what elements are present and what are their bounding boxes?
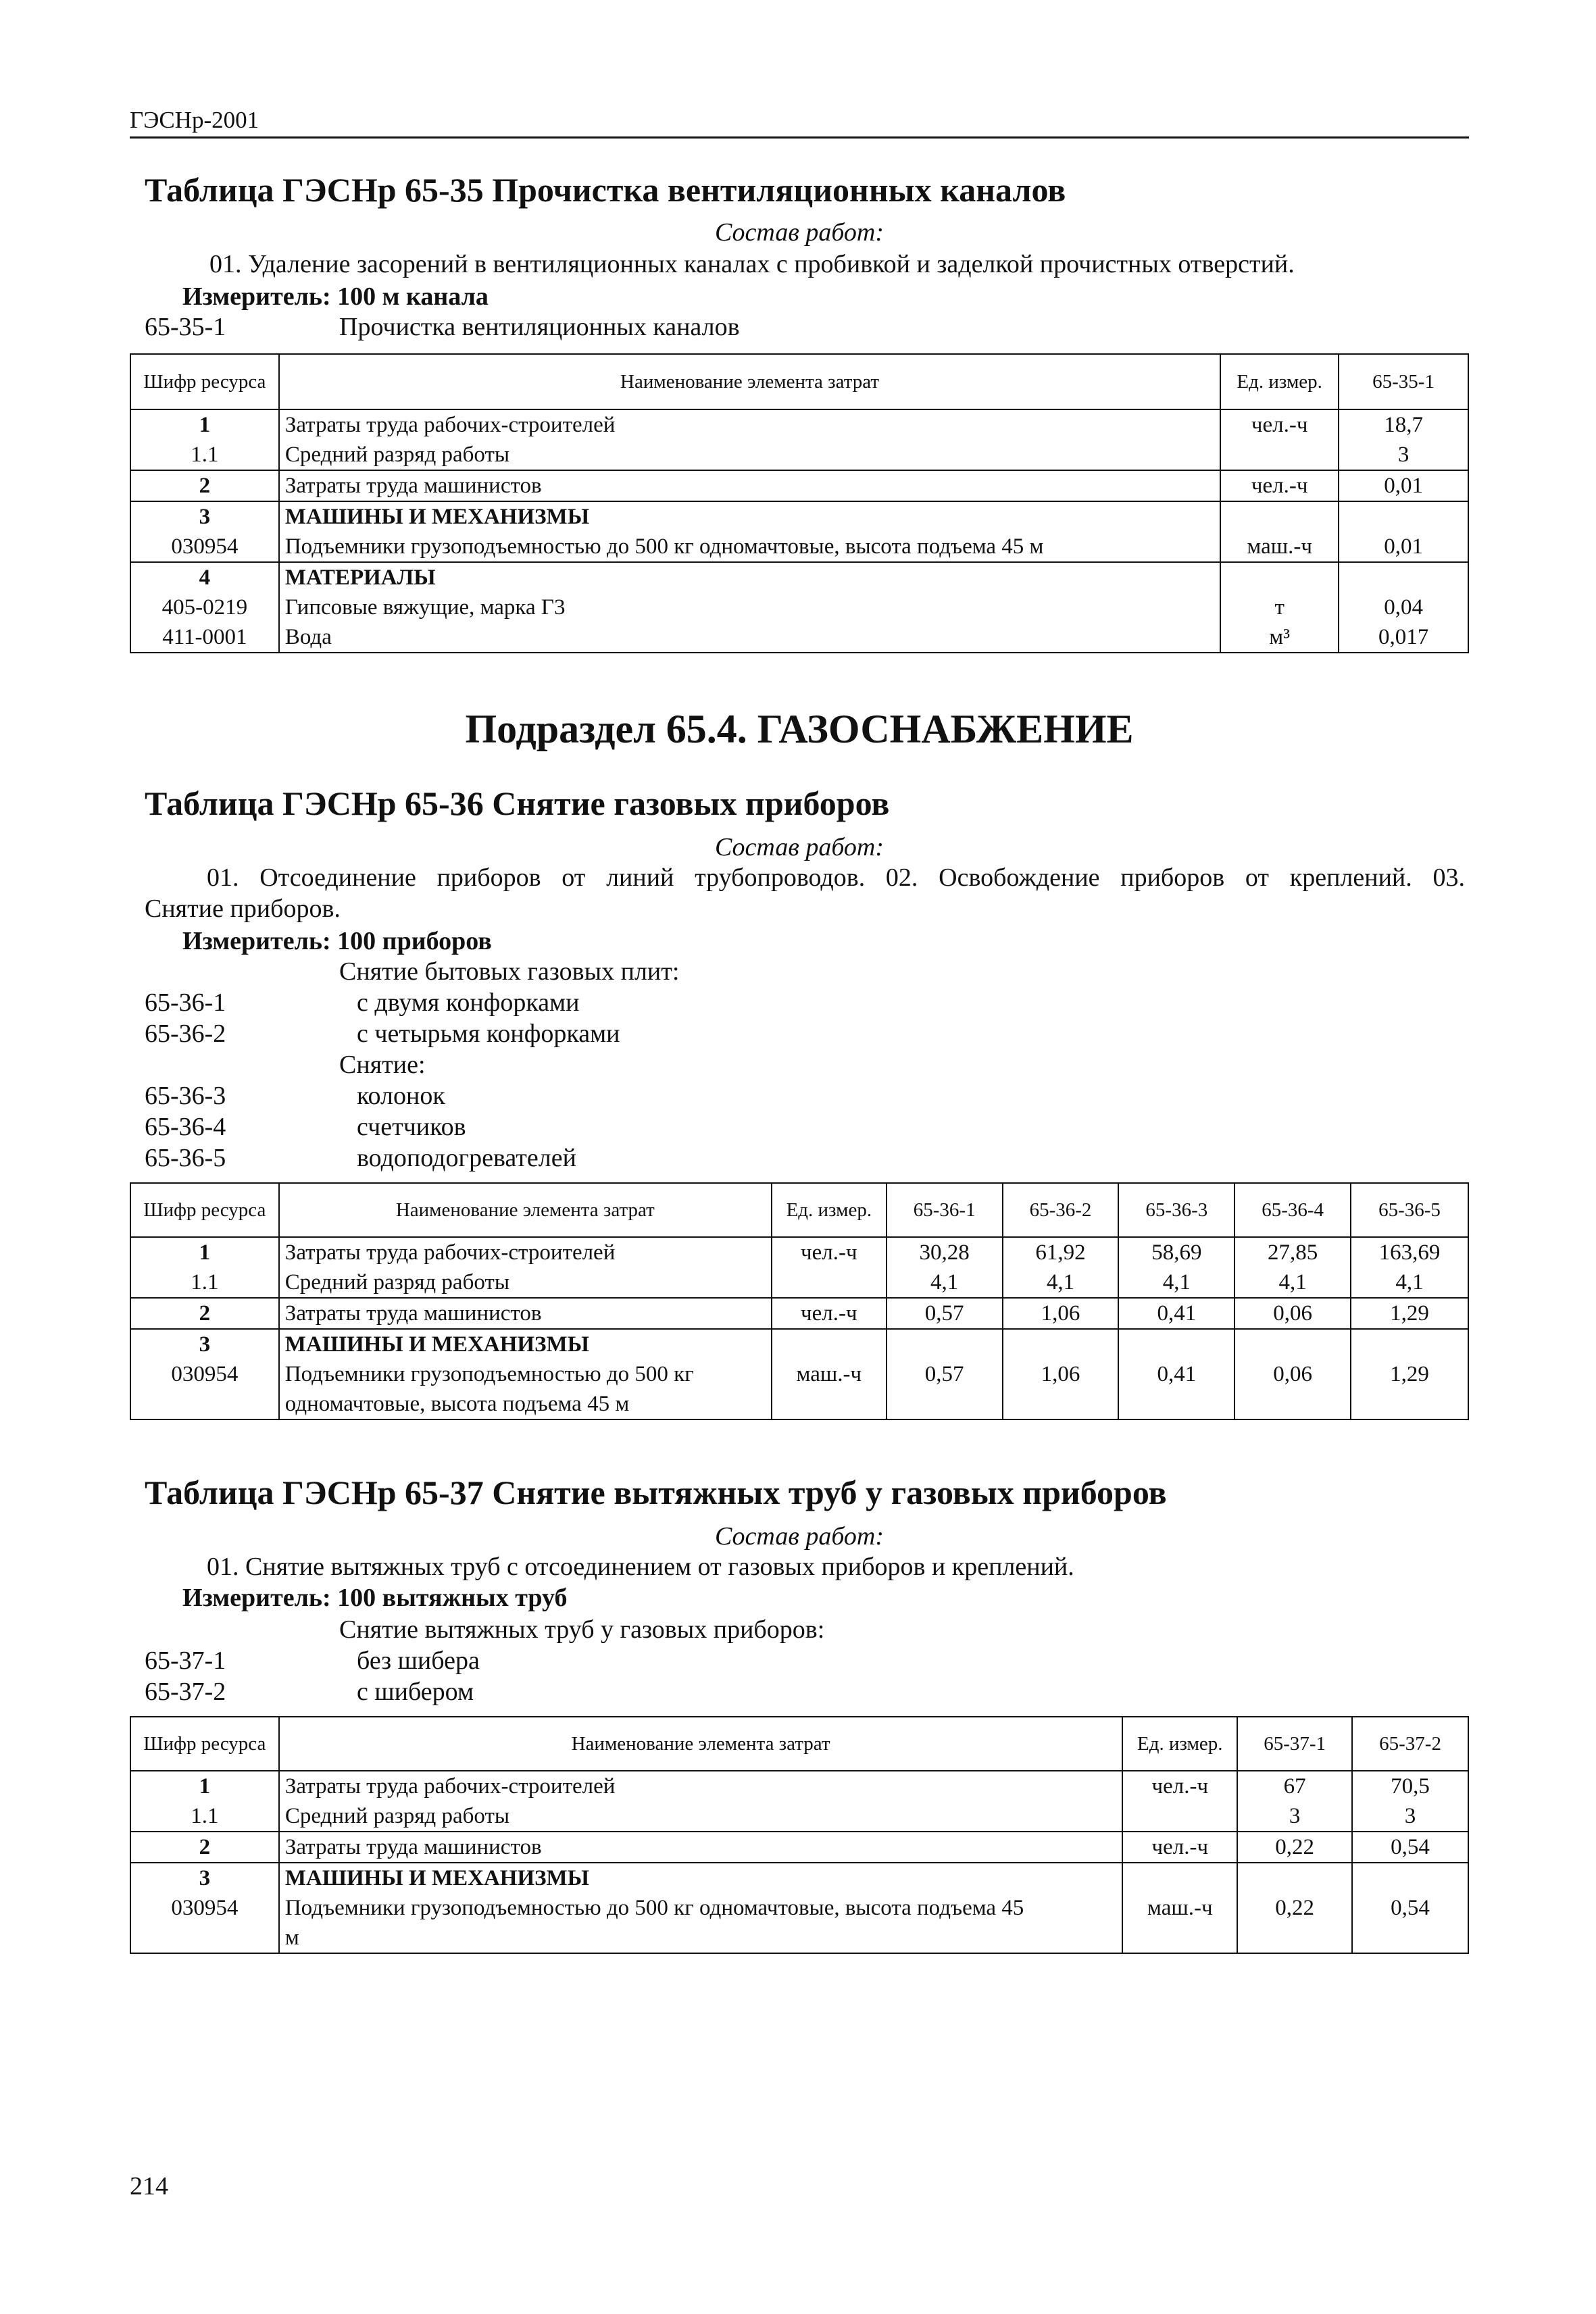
- row-name: м: [284, 1926, 299, 1950]
- row-code: 1.1: [191, 443, 219, 467]
- table-row: [130, 1329, 1468, 1419]
- col-header-name: Наименование элемента затрат: [279, 1717, 1123, 1771]
- row-unit: чел.-ч: [1251, 474, 1308, 498]
- table-65-36-title: Таблица ГЭСНр 65-36 Снятие газовых приборов: [145, 784, 890, 822]
- row-value: 4,1: [1278, 1270, 1307, 1294]
- row-value: 0,22: [1275, 1896, 1315, 1920]
- row-value: 67: [1283, 1774, 1306, 1799]
- row-name: Подъемники грузоподъемностью до 500 кг одномачтовые, высота подъема 45: [284, 1896, 1024, 1920]
- row-value: 0,017: [1378, 625, 1429, 649]
- row-value: 61,92: [1035, 1240, 1086, 1265]
- table-row: [130, 501, 1468, 562]
- t36-measure: Измеритель: 100 приборов: [182, 927, 492, 955]
- row-unit: маш.-ч: [796, 1362, 862, 1386]
- t36-item1-name: с двумя конфорками: [357, 988, 580, 1017]
- row-unit: чел.-ч: [801, 1301, 857, 1326]
- t37-item2-code: 65-37-2: [145, 1678, 226, 1706]
- col-header-name: Наименование элемента затрат: [279, 1183, 772, 1237]
- table-row: [130, 1832, 1468, 1863]
- col-header-65-37-1: 65-37-1: [1237, 1717, 1352, 1771]
- row-name: Затраты труда рабочих-строителей: [284, 413, 616, 437]
- t35-work: 01. Удаление засорений в вентиляционных каналах с пробивкой и заделкой прочистных отверстий.: [209, 250, 1295, 278]
- row-value: 0,57: [924, 1362, 964, 1386]
- t35-sostav: Состав работ:: [714, 218, 884, 247]
- row-unit: т: [1274, 595, 1285, 620]
- t36-item3-code: 65-36-3: [145, 1082, 226, 1110]
- t36-group2: Снятие:: [339, 1051, 426, 1079]
- row-code: 030954: [171, 534, 239, 559]
- table-row: [130, 1298, 1468, 1329]
- row-value: 0,22: [1275, 1835, 1315, 1859]
- col-header-65-36-4: 65-36-4: [1235, 1183, 1351, 1237]
- row-name: МАШИНЫ И МЕХАНИЗМЫ: [284, 505, 590, 529]
- row-value: 27,85: [1268, 1240, 1318, 1265]
- row-unit: чел.-ч: [1151, 1835, 1209, 1859]
- row-value: 0,04: [1384, 595, 1423, 620]
- row-value: 4,1: [930, 1270, 959, 1294]
- row-name: Подъемники грузоподъемностью до 500 кг: [284, 1362, 694, 1386]
- t36-item4-name: счетчиков: [357, 1113, 466, 1141]
- row-name: Затраты труда машинистов: [284, 474, 542, 498]
- row-unit: чел.-ч: [1251, 413, 1308, 437]
- row-code: 2: [199, 1835, 211, 1859]
- row-value: 30,28: [919, 1240, 970, 1265]
- row-name: Средний разряд работы: [284, 1270, 510, 1294]
- row-code: 3: [199, 505, 211, 529]
- row-value: 0,54: [1391, 1896, 1430, 1920]
- row-unit: [1226, 563, 1332, 593]
- row-name: Затраты труда рабочих-строителей: [284, 1774, 616, 1799]
- t37-item1-code: 65-37-1: [145, 1646, 226, 1675]
- row-code: 3: [199, 1866, 211, 1890]
- section-heading: Подраздел 65.4. ГАЗОСНАБЖЕНИЕ: [465, 707, 1134, 751]
- row-name: Средний разряд работы: [284, 1804, 510, 1828]
- row-value: 3: [1289, 1804, 1301, 1828]
- row-name: Подъемники грузоподъемностью до 500 кг одномачтовые, высота подъема 45 м: [284, 534, 1044, 559]
- row-code: 2: [199, 1301, 211, 1326]
- t36-item2-name: с четырьмя конфорками: [357, 1020, 620, 1048]
- row-value: [1345, 563, 1462, 593]
- row-code: 3: [199, 1332, 211, 1357]
- col-header-name: Наименование элемента затрат: [279, 354, 1220, 409]
- table-row: [130, 1771, 1468, 1832]
- table-65-35-title: Таблица ГЭСНр 65-35 Прочистка вентиляционных каналов: [145, 171, 1066, 209]
- row-value: 1,29: [1390, 1301, 1429, 1326]
- col-header-65-36-5: 65-36-5: [1351, 1183, 1468, 1237]
- t36-work-line2: Снятие приборов.: [145, 895, 341, 923]
- col-header-65-37-2: 65-37-2: [1352, 1717, 1468, 1771]
- t36-item3-name: колонок: [357, 1082, 445, 1110]
- row-value: 0,06: [1273, 1301, 1313, 1326]
- t37-item1-name: без шибера: [357, 1646, 480, 1675]
- row-value: [1345, 502, 1462, 532]
- table-row: [130, 409, 1468, 470]
- t36-item1-code: 65-36-1: [145, 988, 226, 1017]
- row-value: 0,54: [1391, 1835, 1430, 1859]
- row-value: 4,1: [1395, 1270, 1424, 1294]
- t36-work-line1: 01. Отсоединение приборов от линий трубопроводов. 02. Освобождение приборов от креплений. 03.: [207, 863, 1465, 892]
- col-header-code: Шифр ресурса: [130, 1183, 279, 1237]
- table-header-row: [130, 1717, 1468, 1771]
- row-value: 0,01: [1384, 534, 1423, 559]
- t36-item4-code: 65-36-4: [145, 1113, 226, 1141]
- row-code: 4: [199, 565, 211, 590]
- row-code: 030954: [171, 1896, 239, 1920]
- row-code: 1: [199, 1240, 211, 1265]
- row-value: 0,01: [1384, 474, 1423, 498]
- row-value: 70,5: [1391, 1774, 1430, 1799]
- t37-sostav: Состав работ:: [714, 1522, 884, 1551]
- table-row: [130, 470, 1468, 501]
- row-code: 2: [199, 474, 211, 498]
- row-unit: чел.-ч: [801, 1240, 857, 1265]
- col-header-65-36-3: 65-36-3: [1118, 1183, 1235, 1237]
- col-header-code: Шифр ресурса: [130, 1717, 279, 1771]
- col-header-unit: Ед. измер.: [772, 1183, 887, 1237]
- row-value: 4,1: [1046, 1270, 1075, 1294]
- col-header-65-35-1: 65-35-1: [1339, 354, 1468, 409]
- t35-item-name: Прочистка вентиляционных каналов: [339, 313, 740, 341]
- page-number: 214: [130, 2172, 168, 2200]
- table-row: [130, 1237, 1468, 1298]
- row-name: одномачтовые, высота подъема 45 м: [284, 1392, 630, 1416]
- table-header-row: [130, 354, 1468, 409]
- t37-work: 01. Снятие вытяжных труб с отсоединением от газовых приборов и креплений.: [207, 1553, 1074, 1581]
- table-65-35: [130, 353, 1469, 653]
- table-65-36: [130, 1182, 1469, 1420]
- row-name: МАШИНЫ И МЕХАНИЗМЫ: [284, 1866, 590, 1890]
- col-header-unit: Ед. измер.: [1220, 354, 1339, 409]
- t35-item-code: 65-35-1: [145, 313, 226, 341]
- table-row: [130, 562, 1468, 653]
- row-name: Гипсовые вяжущие, марка Г3: [284, 595, 566, 620]
- t36-item5-code: 65-36-5: [145, 1144, 226, 1172]
- t35-measure: Измеритель: 100 м канала: [182, 282, 489, 311]
- table-65-37: [130, 1716, 1469, 1954]
- row-code: 1: [199, 1774, 211, 1799]
- row-name: МАШИНЫ И МЕХАНИЗМЫ: [284, 1332, 590, 1357]
- row-code: 1: [199, 413, 211, 437]
- row-name: Средний разряд работы: [284, 443, 510, 467]
- row-value: 3: [1397, 443, 1410, 467]
- t36-item2-code: 65-36-2: [145, 1020, 226, 1048]
- row-unit: [1226, 502, 1332, 532]
- row-value: 3: [1404, 1804, 1416, 1828]
- row-unit: маш.-ч: [1247, 534, 1312, 559]
- row-code: 030954: [171, 1362, 239, 1386]
- row-value: 1,29: [1390, 1362, 1429, 1386]
- row-unit: маш.-ч: [1147, 1896, 1213, 1920]
- row-value: 163,69: [1378, 1240, 1441, 1265]
- t36-item5-name: водоподогревателей: [357, 1144, 576, 1172]
- col-header-unit: Ед. измер.: [1122, 1717, 1237, 1771]
- t37-measure: Измеритель: 100 вытяжных труб: [182, 1584, 568, 1612]
- table-header-row: [130, 1183, 1468, 1237]
- row-name: Затраты труда машинистов: [284, 1835, 542, 1859]
- row-value: 0,57: [924, 1301, 964, 1326]
- row-value: 1,06: [1041, 1362, 1080, 1386]
- row-code: 405-0219: [161, 595, 248, 620]
- row-name: Затраты труда рабочих-строителей: [284, 1240, 616, 1265]
- row-code: 1.1: [191, 1804, 219, 1828]
- row-value: 1,06: [1041, 1301, 1080, 1326]
- table-row: [130, 1863, 1468, 1953]
- row-code: 411-0001: [162, 625, 247, 649]
- row-value: 0,41: [1157, 1301, 1197, 1326]
- col-header-65-36-1: 65-36-1: [887, 1183, 1003, 1237]
- row-value: 0,06: [1273, 1362, 1313, 1386]
- table-65-37-title: Таблица ГЭСНр 65-37 Снятие вытяжных труб у газовых приборов: [145, 1474, 1167, 1511]
- t36-group1: Снятие бытовых газовых плит:: [339, 957, 680, 986]
- row-name: Затраты труда машинистов: [284, 1301, 542, 1326]
- row-unit: чел.-ч: [1151, 1774, 1209, 1799]
- row-value: 4,1: [1162, 1270, 1191, 1294]
- t37-group: Снятие вытяжных труб у газовых приборов:: [339, 1615, 825, 1644]
- row-value: 18,7: [1384, 413, 1423, 437]
- row-code: 1.1: [191, 1270, 219, 1294]
- t36-sostav: Состав работ:: [714, 833, 884, 861]
- row-unit: м³: [1269, 625, 1291, 649]
- col-header-code: Шифр ресурса: [130, 354, 279, 409]
- page-header: ГЭСНр-2001: [130, 107, 1469, 139]
- t37-item2-name: с шибером: [357, 1678, 474, 1706]
- row-name: МАТЕРИАЛЫ: [284, 565, 436, 590]
- row-value: 58,69: [1151, 1240, 1202, 1265]
- col-header-65-36-2: 65-36-2: [1003, 1183, 1119, 1237]
- row-value: 0,41: [1157, 1362, 1197, 1386]
- row-name: Вода: [284, 625, 332, 649]
